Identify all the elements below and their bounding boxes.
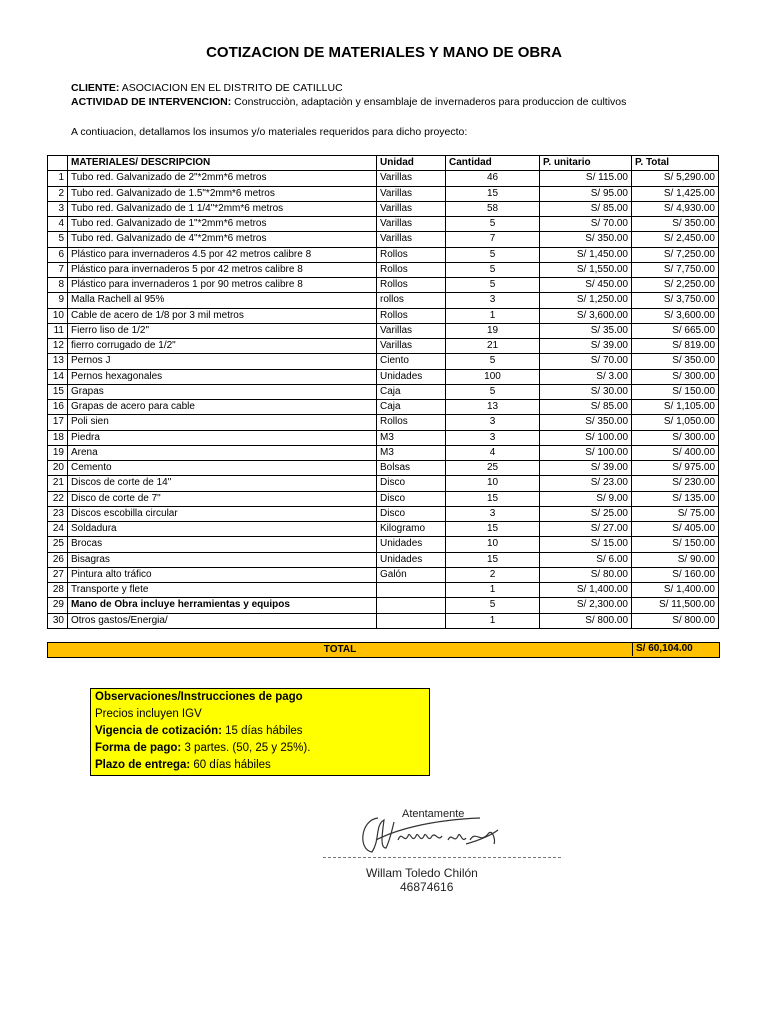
row-quantity: 7 — [446, 232, 540, 247]
row-index: 25 — [48, 537, 68, 552]
row-description: Bisagras — [68, 552, 377, 567]
row-unit: Varillas — [377, 217, 446, 232]
table-header-row — [48, 156, 719, 171]
row-unit-price: S/ 1,450.00 — [540, 247, 632, 262]
table-row — [48, 171, 719, 186]
row-unit-price: S/ 80.00 — [540, 567, 632, 582]
row-unit: M3 — [377, 430, 446, 445]
row-description: Tubo red. Galvanizado de 2"*2mm*6 metros — [68, 171, 377, 186]
row-description: Tubo red. Galvanizado de 1.5"*2mm*6 metros — [68, 186, 377, 201]
row-description: Discos escobilla circular — [68, 506, 377, 521]
row-quantity: 3 — [446, 506, 540, 521]
row-description: Plástico para invernaderos 1 por 90 metros calibre 8 — [68, 278, 377, 293]
table-row — [48, 445, 719, 460]
row-unit: Galón — [377, 567, 446, 582]
row-quantity: 4 — [446, 445, 540, 460]
client-info — [71, 81, 626, 109]
table-row — [48, 400, 719, 415]
table-row — [48, 354, 719, 369]
row-unit-price: S/ 85.00 — [540, 400, 632, 415]
row-total-price: S/ 230.00 — [632, 476, 719, 491]
row-unit-price: S/ 2,300.00 — [540, 598, 632, 613]
row-description: Arena — [68, 445, 377, 460]
observations-box — [90, 688, 430, 776]
row-unit: Varillas — [377, 339, 446, 354]
header-quantity: Cantidad — [446, 156, 540, 171]
intro-text: A contiuacion, detallamos los insumos y/o materiales requeridos para dicho proyecto: — [71, 126, 468, 138]
row-quantity: 58 — [446, 201, 540, 216]
row-unit: Varillas — [377, 323, 446, 338]
row-description: Pernos hexagonales — [68, 369, 377, 384]
row-total-price: S/ 3,750.00 — [632, 293, 719, 308]
row-unit: Caja — [377, 400, 446, 415]
row-index: 9 — [48, 293, 68, 308]
row-index: 11 — [48, 323, 68, 338]
row-total-price: S/ 75.00 — [632, 506, 719, 521]
row-unit: Ciento — [377, 354, 446, 369]
total-label: TOTAL — [323, 644, 357, 655]
row-description: Poli sien — [68, 415, 377, 430]
row-description: Piedra — [68, 430, 377, 445]
row-total-price: S/ 90.00 — [632, 552, 719, 567]
row-quantity: 3 — [446, 415, 540, 430]
row-index: 6 — [48, 247, 68, 262]
row-quantity: 5 — [446, 247, 540, 262]
row-description: Pintura alto tráfico — [68, 567, 377, 582]
header-unit-price: P. unitario — [540, 156, 632, 171]
row-index: 8 — [48, 278, 68, 293]
row-description: Discos de corte de 14" — [68, 476, 377, 491]
row-total-price: S/ 5,290.00 — [632, 171, 719, 186]
row-index: 1 — [48, 171, 68, 186]
row-unit: Rollos — [377, 415, 446, 430]
row-index: 14 — [48, 369, 68, 384]
row-total-price: S/ 819.00 — [632, 339, 719, 354]
row-index: 29 — [48, 598, 68, 613]
client-value: ASOCIACION EN EL DISTRITO DE CATILLUC — [119, 82, 343, 94]
row-unit: Unidades — [377, 369, 446, 384]
row-unit-price: S/ 100.00 — [540, 445, 632, 460]
table-row — [48, 552, 719, 567]
delivery-value: 60 días hábiles — [190, 759, 271, 771]
table-row — [48, 430, 719, 445]
row-unit: Bolsas — [377, 461, 446, 476]
row-description: Disco de corte de 7" — [68, 491, 377, 506]
row-description: Grapas de acero para cable — [68, 400, 377, 415]
row-index: 4 — [48, 217, 68, 232]
table-row — [48, 598, 719, 613]
row-index: 27 — [48, 567, 68, 582]
row-quantity: 5 — [446, 598, 540, 613]
row-description: Pernos J — [68, 354, 377, 369]
row-unit-price: S/ 70.00 — [540, 217, 632, 232]
table-row — [48, 323, 719, 338]
row-unit: Unidades — [377, 552, 446, 567]
row-total-price: S/ 160.00 — [632, 567, 719, 582]
row-unit-price: S/ 115.00 — [540, 171, 632, 186]
row-index: 21 — [48, 476, 68, 491]
row-total-price: S/ 975.00 — [632, 461, 719, 476]
activity-line — [71, 95, 626, 109]
row-description: Soldadura — [68, 522, 377, 537]
row-quantity: 21 — [446, 339, 540, 354]
table-row — [48, 217, 719, 232]
row-index: 5 — [48, 232, 68, 247]
table-row — [48, 384, 719, 399]
row-unit: Rollos — [377, 262, 446, 277]
row-index: 26 — [48, 552, 68, 567]
row-unit-price: S/ 6.00 — [540, 552, 632, 567]
row-description: Brocas — [68, 537, 377, 552]
materials-table — [47, 155, 719, 629]
row-description: Fierro liso de 1/2" — [68, 323, 377, 338]
row-total-price: S/ 150.00 — [632, 537, 719, 552]
handwritten-signature — [320, 800, 570, 870]
table-row — [48, 201, 719, 216]
header-description: MATERIALES/ DESCRIPCION — [68, 156, 377, 171]
row-description: Plástico para invernaderos 4.5 por 42 metros calibre 8 — [68, 247, 377, 262]
observations-title: Observaciones/Instrucciones de pago — [95, 691, 303, 703]
row-unit: Rollos — [377, 247, 446, 262]
row-unit: Disco — [377, 491, 446, 506]
table-row — [48, 232, 719, 247]
row-quantity: 10 — [446, 476, 540, 491]
row-unit: rollos — [377, 293, 446, 308]
table-row — [48, 567, 719, 582]
row-unit: Rollos — [377, 308, 446, 323]
signer-name: Willam Toledo Chilón — [366, 866, 478, 880]
table-row — [48, 415, 719, 430]
row-unit — [377, 583, 446, 598]
table-row — [48, 278, 719, 293]
row-quantity: 15 — [446, 522, 540, 537]
total-row — [47, 642, 720, 658]
row-description: Mano de Obra incluye herramientas y equipos — [68, 598, 377, 613]
row-index: 22 — [48, 491, 68, 506]
row-description: Otros gastos/Energia/ — [68, 613, 377, 628]
row-unit-price: S/ 3,600.00 — [540, 308, 632, 323]
row-unit-price: S/ 25.00 — [540, 506, 632, 521]
row-total-price: S/ 4,930.00 — [632, 201, 719, 216]
row-quantity: 2 — [446, 567, 540, 582]
row-quantity: 1 — [446, 583, 540, 598]
row-total-price: S/ 800.00 — [632, 613, 719, 628]
row-index: 23 — [48, 506, 68, 521]
row-description: Plástico para invernaderos 5 por 42 metros calibre 8 — [68, 262, 377, 277]
header-total-price: P. Total — [632, 156, 719, 171]
row-unit-price: S/ 9.00 — [540, 491, 632, 506]
row-quantity: 1 — [446, 308, 540, 323]
table-row — [48, 247, 719, 262]
row-quantity: 46 — [446, 171, 540, 186]
row-quantity: 15 — [446, 491, 540, 506]
row-unit-price: S/ 350.00 — [540, 415, 632, 430]
row-unit-price: S/ 30.00 — [540, 384, 632, 399]
row-index: 17 — [48, 415, 68, 430]
table-row — [48, 506, 719, 521]
row-total-price: S/ 665.00 — [632, 323, 719, 338]
row-unit — [377, 613, 446, 628]
row-unit-price: S/ 1,550.00 — [540, 262, 632, 277]
row-unit-price: S/ 3.00 — [540, 369, 632, 384]
row-total-price: S/ 1,050.00 — [632, 415, 719, 430]
row-quantity: 5 — [446, 262, 540, 277]
row-unit-price: S/ 1,250.00 — [540, 293, 632, 308]
row-unit-price: S/ 350.00 — [540, 232, 632, 247]
row-index: 2 — [48, 186, 68, 201]
row-unit-price: S/ 70.00 — [540, 354, 632, 369]
row-unit-price: S/ 39.00 — [540, 461, 632, 476]
row-unit-price: S/ 100.00 — [540, 430, 632, 445]
validity-value: 15 días hábiles — [221, 725, 303, 737]
row-description: Cable de acero de 1/8 por 3 mil metros — [68, 308, 377, 323]
row-unit-price: S/ 15.00 — [540, 537, 632, 552]
observations-igv: Precios incluyen IGV — [95, 708, 202, 720]
row-description: Grapas — [68, 384, 377, 399]
table-row — [48, 613, 719, 628]
row-index: 19 — [48, 445, 68, 460]
row-description: fierro corrugado de 1/2" — [68, 339, 377, 354]
row-unit: Disco — [377, 506, 446, 521]
table-row — [48, 583, 719, 598]
row-unit-price: S/ 450.00 — [540, 278, 632, 293]
row-total-price: S/ 11,500.00 — [632, 598, 719, 613]
row-total-price: S/ 1,425.00 — [632, 186, 719, 201]
row-unit: Kilogramo — [377, 522, 446, 537]
table-row — [48, 293, 719, 308]
validity-label: Vigencia de cotización: — [95, 725, 222, 737]
table-row — [48, 186, 719, 201]
row-quantity: 100 — [446, 369, 540, 384]
row-unit: Varillas — [377, 201, 446, 216]
row-index: 3 — [48, 201, 68, 216]
row-total-price: S/ 300.00 — [632, 430, 719, 445]
row-unit-price: S/ 1,400.00 — [540, 583, 632, 598]
row-total-price: S/ 400.00 — [632, 445, 719, 460]
row-total-price: S/ 1,105.00 — [632, 400, 719, 415]
row-unit-price: S/ 35.00 — [540, 323, 632, 338]
row-index: 15 — [48, 384, 68, 399]
row-index: 20 — [48, 461, 68, 476]
row-unit-price: S/ 27.00 — [540, 522, 632, 537]
row-quantity: 19 — [446, 323, 540, 338]
row-total-price: S/ 350.00 — [632, 354, 719, 369]
row-unit-price: S/ 95.00 — [540, 186, 632, 201]
table-row — [48, 461, 719, 476]
row-unit: Caja — [377, 384, 446, 399]
row-index: 28 — [48, 583, 68, 598]
client-line — [71, 81, 626, 95]
row-quantity: 25 — [446, 461, 540, 476]
table-row — [48, 308, 719, 323]
row-index: 16 — [48, 400, 68, 415]
table-row — [48, 369, 719, 384]
row-unit: Unidades — [377, 537, 446, 552]
row-quantity: 3 — [446, 293, 540, 308]
observations-payment — [91, 740, 429, 757]
total-value: S/ 60,104.00 — [632, 642, 723, 656]
row-total-price: S/ 2,450.00 — [632, 232, 719, 247]
row-unit-price: S/ 39.00 — [540, 339, 632, 354]
row-index: 10 — [48, 308, 68, 323]
row-total-price: S/ 7,250.00 — [632, 247, 719, 262]
row-description: Tubo red. Galvanizado de 1 1/4"*2mm*6 metros — [68, 201, 377, 216]
row-total-price: S/ 135.00 — [632, 491, 719, 506]
delivery-label: Plazo de entrega: — [95, 759, 191, 771]
row-unit: Rollos — [377, 278, 446, 293]
observations-validity — [91, 723, 429, 740]
observations-delivery — [91, 757, 429, 774]
signature-block — [320, 800, 570, 900]
row-index: 18 — [48, 430, 68, 445]
row-index: 24 — [48, 522, 68, 537]
row-index: 7 — [48, 262, 68, 277]
row-unit: M3 — [377, 445, 446, 460]
table-row — [48, 537, 719, 552]
signer-id: 46874616 — [400, 880, 454, 894]
table-row — [48, 491, 719, 506]
client-label: CLIENTE: — [71, 82, 120, 94]
row-description: Tubo red. Galvanizado de 1"*2mm*6 metros — [68, 217, 377, 232]
row-description: Tubo red. Galvanizado de 4"*2mm*6 metros — [68, 232, 377, 247]
signature-line — [323, 857, 561, 858]
row-quantity: 5 — [446, 217, 540, 232]
row-unit-price: S/ 800.00 — [540, 613, 632, 628]
activity-value: Construcciòn, adaptaciòn y ensamblaje de invernaderos para produccion de cultivos — [231, 96, 627, 108]
row-total-price: S/ 150.00 — [632, 384, 719, 399]
table-row — [48, 522, 719, 537]
header-unit: Unidad — [377, 156, 446, 171]
row-quantity: 10 — [446, 537, 540, 552]
row-total-price: S/ 300.00 — [632, 369, 719, 384]
row-total-price: S/ 405.00 — [632, 522, 719, 537]
row-index: 30 — [48, 613, 68, 628]
row-quantity: 5 — [446, 384, 540, 399]
table-row — [48, 339, 719, 354]
row-unit: Varillas — [377, 186, 446, 201]
row-quantity: 5 — [446, 278, 540, 293]
row-description: Malla Rachell al 95% — [68, 293, 377, 308]
row-total-price: S/ 7,750.00 — [632, 262, 719, 277]
header-index — [48, 156, 68, 171]
row-quantity: 15 — [446, 552, 540, 567]
page-title: COTIZACION DE MATERIALES Y MANO DE OBRA — [206, 44, 562, 61]
row-index: 12 — [48, 339, 68, 354]
row-quantity: 3 — [446, 430, 540, 445]
row-quantity: 13 — [446, 400, 540, 415]
row-description: Cemento — [68, 461, 377, 476]
payment-value: 3 partes. (50, 25 y 25%). — [181, 742, 311, 754]
row-quantity: 15 — [446, 186, 540, 201]
row-description: Transporte y flete — [68, 583, 377, 598]
row-total-price: S/ 350.00 — [632, 217, 719, 232]
row-unit — [377, 598, 446, 613]
row-unit-price: S/ 85.00 — [540, 201, 632, 216]
row-unit: Disco — [377, 476, 446, 491]
row-index: 13 — [48, 354, 68, 369]
table-row — [48, 262, 719, 277]
signature-closing: Atentamente — [402, 808, 465, 820]
table-row — [48, 476, 719, 491]
row-quantity: 1 — [446, 613, 540, 628]
row-quantity: 5 — [446, 354, 540, 369]
row-unit-price: S/ 23.00 — [540, 476, 632, 491]
payment-label: Forma de pago: — [95, 742, 182, 754]
row-total-price: S/ 3,600.00 — [632, 308, 719, 323]
row-total-price: S/ 1,400.00 — [632, 583, 719, 598]
row-total-price: S/ 2,250.00 — [632, 278, 719, 293]
row-unit: Varillas — [377, 171, 446, 186]
row-unit: Varillas — [377, 232, 446, 247]
activity-label: ACTIVIDAD DE INTERVENCION: — [71, 96, 232, 108]
